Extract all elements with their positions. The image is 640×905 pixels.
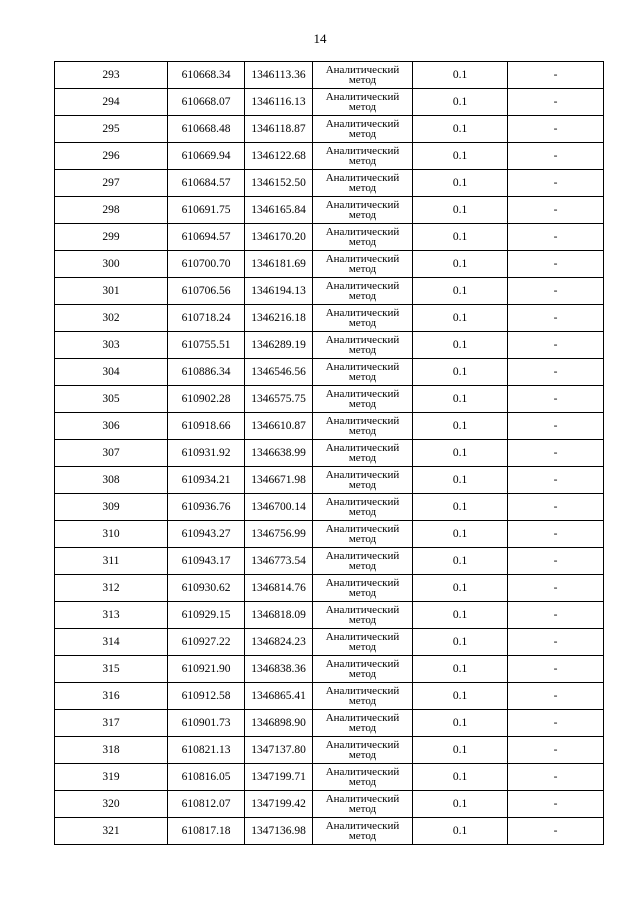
y-coordinate-cell: 1347137.80 [245,737,313,764]
note-cell: - [508,467,604,494]
x-coordinate-cell: 610930.62 [168,575,245,602]
x-coordinate-cell: 610755.51 [168,332,245,359]
method-label-line-1: Аналитический [325,63,400,76]
table-row [55,602,604,629]
accuracy-cell: 0.1 [413,575,508,602]
point-number-cell: 315 [55,656,168,683]
point-number-cell: 320 [55,791,168,818]
method-label-line-2: метод [348,560,377,572]
method-cell [313,467,413,494]
point-number-cell: 299 [55,224,168,251]
method-label-line-2: метод [348,803,377,815]
y-coordinate-cell: 1346610.87 [245,413,313,440]
method-label-line-1: Аналитический [325,738,400,751]
x-coordinate-cell: 610668.07 [168,89,245,116]
table-row [55,629,604,656]
accuracy-cell: 0.1 [413,413,508,440]
method-label-line-1: Аналитический [325,171,400,184]
accuracy-cell: 0.1 [413,791,508,818]
x-coordinate-cell: 610694.57 [168,224,245,251]
table-row [55,710,604,737]
y-coordinate-cell: 1347136.98 [245,818,313,845]
x-coordinate-cell: 610706.56 [168,278,245,305]
method-label-line-2: метод [348,587,377,599]
accuracy-cell: 0.1 [413,440,508,467]
x-coordinate-cell: 610921.90 [168,656,245,683]
method-cell [313,791,413,818]
note-cell: - [508,170,604,197]
method-cell [313,386,413,413]
table-row [55,332,604,359]
point-number-cell: 298 [55,197,168,224]
point-number-cell: 300 [55,251,168,278]
x-coordinate-cell: 610668.34 [168,62,245,89]
point-number-cell: 310 [55,521,168,548]
method-label-line-2: метод [348,722,377,734]
x-coordinate-cell: 610918.66 [168,413,245,440]
accuracy-cell: 0.1 [413,89,508,116]
accuracy-cell: 0.1 [413,548,508,575]
method-cell [313,521,413,548]
point-number-cell: 303 [55,332,168,359]
y-coordinate-cell: 1346118.87 [245,116,313,143]
table-row [55,62,604,89]
accuracy-cell: 0.1 [413,737,508,764]
point-number-cell: 313 [55,602,168,629]
y-coordinate-cell: 1346756.99 [245,521,313,548]
method-label-line-1: Аналитический [325,819,400,832]
note-cell: - [508,224,604,251]
method-label-line-2: метод [348,209,377,221]
method-label-line-1: Аналитический [325,549,400,562]
accuracy-cell: 0.1 [413,764,508,791]
note-cell: - [508,413,604,440]
method-label-line-2: метод [348,182,377,194]
note-cell: - [508,197,604,224]
method-label-line-2: метод [348,641,377,653]
method-label-line-2: метод [348,668,377,680]
method-label-line-2: метод [348,290,377,302]
y-coordinate-cell: 1346170.20 [245,224,313,251]
accuracy-cell: 0.1 [413,521,508,548]
method-label-line-1: Аналитический [325,414,400,427]
y-coordinate-cell: 1346546.56 [245,359,313,386]
note-cell: - [508,143,604,170]
method-cell [313,494,413,521]
method-label-line-1: Аналитический [325,684,400,697]
method-label-line-1: Аналитический [325,144,400,157]
method-cell [313,575,413,602]
note-cell: - [508,440,604,467]
method-label-line-2: метод [348,614,377,626]
note-cell: - [508,251,604,278]
note-cell: - [508,62,604,89]
point-number-cell: 319 [55,764,168,791]
point-number-cell: 314 [55,629,168,656]
method-label-line-1: Аналитический [325,576,400,589]
y-coordinate-cell: 1346773.54 [245,548,313,575]
method-cell [313,818,413,845]
method-cell [313,89,413,116]
method-label-line-2: метод [348,533,377,545]
x-coordinate-cell: 610929.15 [168,602,245,629]
x-coordinate-cell: 610934.21 [168,467,245,494]
accuracy-cell: 0.1 [413,251,508,278]
table-row [55,548,604,575]
method-label-line-2: метод [348,344,377,356]
note-cell: - [508,278,604,305]
coordinates-table-body [55,62,604,845]
method-label-line-2: метод [348,155,377,167]
x-coordinate-cell: 610912.58 [168,683,245,710]
accuracy-cell: 0.1 [413,359,508,386]
x-coordinate-cell: 610943.17 [168,548,245,575]
y-coordinate-cell: 1347199.42 [245,791,313,818]
method-label-line-2: метод [348,830,377,842]
method-label-line-2: метод [348,371,377,383]
table-row [55,656,604,683]
y-coordinate-cell: 1346671.98 [245,467,313,494]
point-number-cell: 305 [55,386,168,413]
table-row [55,467,604,494]
y-coordinate-cell: 1346575.75 [245,386,313,413]
table-row [55,224,604,251]
x-coordinate-cell: 610691.75 [168,197,245,224]
method-cell [313,143,413,170]
x-coordinate-cell: 610902.28 [168,386,245,413]
method-label-line-2: метод [348,776,377,788]
point-number-cell: 307 [55,440,168,467]
table-row [55,116,604,143]
method-label-line-2: метод [348,74,377,86]
method-label-line-1: Аналитический [325,603,400,616]
y-coordinate-cell: 1346814.76 [245,575,313,602]
x-coordinate-cell: 610816.05 [168,764,245,791]
method-label-line-1: Аналитический [325,279,400,292]
method-cell [313,602,413,629]
x-coordinate-cell: 610668.48 [168,116,245,143]
table-row [55,143,604,170]
method-cell [313,656,413,683]
method-cell [313,305,413,332]
method-cell [313,629,413,656]
y-coordinate-cell: 1346113.36 [245,62,313,89]
accuracy-cell: 0.1 [413,683,508,710]
note-cell: - [508,656,604,683]
method-label-line-1: Аналитический [325,306,400,319]
point-number-cell: 304 [55,359,168,386]
method-cell [313,440,413,467]
point-number-cell: 321 [55,818,168,845]
point-number-cell: 308 [55,467,168,494]
y-coordinate-cell: 1346838.36 [245,656,313,683]
method-cell [313,683,413,710]
y-coordinate-cell: 1346700.14 [245,494,313,521]
note-cell: - [508,683,604,710]
x-coordinate-cell: 610669.94 [168,143,245,170]
table-row [55,494,604,521]
method-label-line-1: Аналитический [325,387,400,400]
note-cell: - [508,359,604,386]
x-coordinate-cell: 610817.18 [168,818,245,845]
method-label-line-2: метод [348,425,377,437]
y-coordinate-cell: 1346818.09 [245,602,313,629]
table-row [55,440,604,467]
method-label-line-2: метод [348,506,377,518]
note-cell: - [508,548,604,575]
method-label-line-2: метод [348,128,377,140]
accuracy-cell: 0.1 [413,224,508,251]
note-cell: - [508,602,604,629]
method-label-line-1: Аналитический [325,117,400,130]
table-row [55,764,604,791]
accuracy-cell: 0.1 [413,143,508,170]
point-number-cell: 295 [55,116,168,143]
method-label-line-2: метод [348,695,377,707]
method-label-line-1: Аналитический [325,468,400,481]
method-label-line-1: Аналитический [325,630,400,643]
y-coordinate-cell: 1346289.19 [245,332,313,359]
point-number-cell: 317 [55,710,168,737]
table-row [55,737,604,764]
point-number-cell: 306 [55,413,168,440]
method-label-line-2: метод [348,317,377,329]
table-row [55,791,604,818]
table-row [55,818,604,845]
method-label-line-1: Аналитический [325,333,400,346]
y-coordinate-cell: 1346181.69 [245,251,313,278]
y-coordinate-cell: 1346116.13 [245,89,313,116]
method-label-line-1: Аналитический [325,522,400,535]
accuracy-cell: 0.1 [413,656,508,683]
x-coordinate-cell: 610931.92 [168,440,245,467]
table-row [55,170,604,197]
method-label-line-2: метод [348,452,377,464]
x-coordinate-cell: 610700.70 [168,251,245,278]
method-cell [313,764,413,791]
method-label-line-1: Аналитический [325,495,400,508]
method-label-line-1: Аналитический [325,252,400,265]
method-cell [313,170,413,197]
method-cell [313,332,413,359]
table-row [55,359,604,386]
method-label-line-1: Аналитический [325,90,400,103]
x-coordinate-cell: 610812.07 [168,791,245,818]
point-number-cell: 302 [55,305,168,332]
x-coordinate-cell: 610821.13 [168,737,245,764]
method-label-line-1: Аналитический [325,711,400,724]
accuracy-cell: 0.1 [413,305,508,332]
accuracy-cell: 0.1 [413,332,508,359]
note-cell: - [508,305,604,332]
accuracy-cell: 0.1 [413,629,508,656]
accuracy-cell: 0.1 [413,197,508,224]
y-coordinate-cell: 1346865.41 [245,683,313,710]
method-cell [313,278,413,305]
method-cell [313,197,413,224]
method-cell [313,251,413,278]
y-coordinate-cell: 1346122.68 [245,143,313,170]
y-coordinate-cell: 1346898.90 [245,710,313,737]
accuracy-cell: 0.1 [413,278,508,305]
y-coordinate-cell: 1346194.13 [245,278,313,305]
method-label-line-1: Аналитический [325,225,400,238]
method-cell [313,548,413,575]
note-cell: - [508,818,604,845]
y-coordinate-cell: 1347199.71 [245,764,313,791]
note-cell: - [508,764,604,791]
table-row [55,278,604,305]
note-cell: - [508,494,604,521]
y-coordinate-cell: 1346638.99 [245,440,313,467]
page-number: 14 [313,31,327,46]
note-cell: - [508,332,604,359]
point-number-cell: 311 [55,548,168,575]
method-label-line-1: Аналитический [325,198,400,211]
point-number-cell: 312 [55,575,168,602]
table-row [55,386,604,413]
method-cell [313,224,413,251]
x-coordinate-cell: 610936.76 [168,494,245,521]
table-row [55,521,604,548]
point-number-cell: 296 [55,143,168,170]
point-number-cell: 318 [55,737,168,764]
point-number-cell: 301 [55,278,168,305]
table-row [55,305,604,332]
accuracy-cell: 0.1 [413,494,508,521]
note-cell: - [508,575,604,602]
accuracy-cell: 0.1 [413,710,508,737]
point-number-cell: 293 [55,62,168,89]
point-number-cell: 309 [55,494,168,521]
x-coordinate-cell: 610943.27 [168,521,245,548]
y-coordinate-cell: 1346165.84 [245,197,313,224]
method-cell [313,62,413,89]
method-label-line-2: метод [348,398,377,410]
y-coordinate-cell: 1346152.50 [245,170,313,197]
method-label-line-1: Аналитический [325,765,400,778]
note-cell: - [508,386,604,413]
method-cell [313,710,413,737]
accuracy-cell: 0.1 [413,62,508,89]
y-coordinate-cell: 1346824.23 [245,629,313,656]
note-cell: - [508,791,604,818]
accuracy-cell: 0.1 [413,116,508,143]
note-cell: - [508,629,604,656]
x-coordinate-cell: 610684.57 [168,170,245,197]
accuracy-cell: 0.1 [413,170,508,197]
accuracy-cell: 0.1 [413,386,508,413]
table-row [55,251,604,278]
x-coordinate-cell: 610886.34 [168,359,245,386]
note-cell: - [508,521,604,548]
point-number-cell: 294 [55,89,168,116]
x-coordinate-cell: 610901.73 [168,710,245,737]
note-cell: - [508,710,604,737]
table-row [55,413,604,440]
method-label-line-1: Аналитический [325,360,400,373]
accuracy-cell: 0.1 [413,818,508,845]
method-label-line-1: Аналитический [325,657,400,670]
method-label-line-1: Аналитический [325,441,400,454]
method-label-line-2: метод [348,236,377,248]
method-cell [313,116,413,143]
table-row [55,89,604,116]
x-coordinate-cell: 610718.24 [168,305,245,332]
y-coordinate-cell: 1346216.18 [245,305,313,332]
table-row [55,683,604,710]
method-label-line-1: Аналитический [325,792,400,805]
point-number-cell: 297 [55,170,168,197]
note-cell: - [508,89,604,116]
method-label-line-2: метод [348,749,377,761]
table-row [55,197,604,224]
coordinates-table [54,61,604,845]
point-number-cell: 316 [55,683,168,710]
table-row [55,575,604,602]
x-coordinate-cell: 610927.22 [168,629,245,656]
method-cell [313,359,413,386]
method-cell [313,737,413,764]
method-label-line-2: метод [348,263,377,275]
method-label-line-2: метод [348,101,377,113]
method-label-line-2: метод [348,479,377,491]
note-cell: - [508,737,604,764]
method-cell [313,413,413,440]
accuracy-cell: 0.1 [413,602,508,629]
accuracy-cell: 0.1 [413,467,508,494]
note-cell: - [508,116,604,143]
